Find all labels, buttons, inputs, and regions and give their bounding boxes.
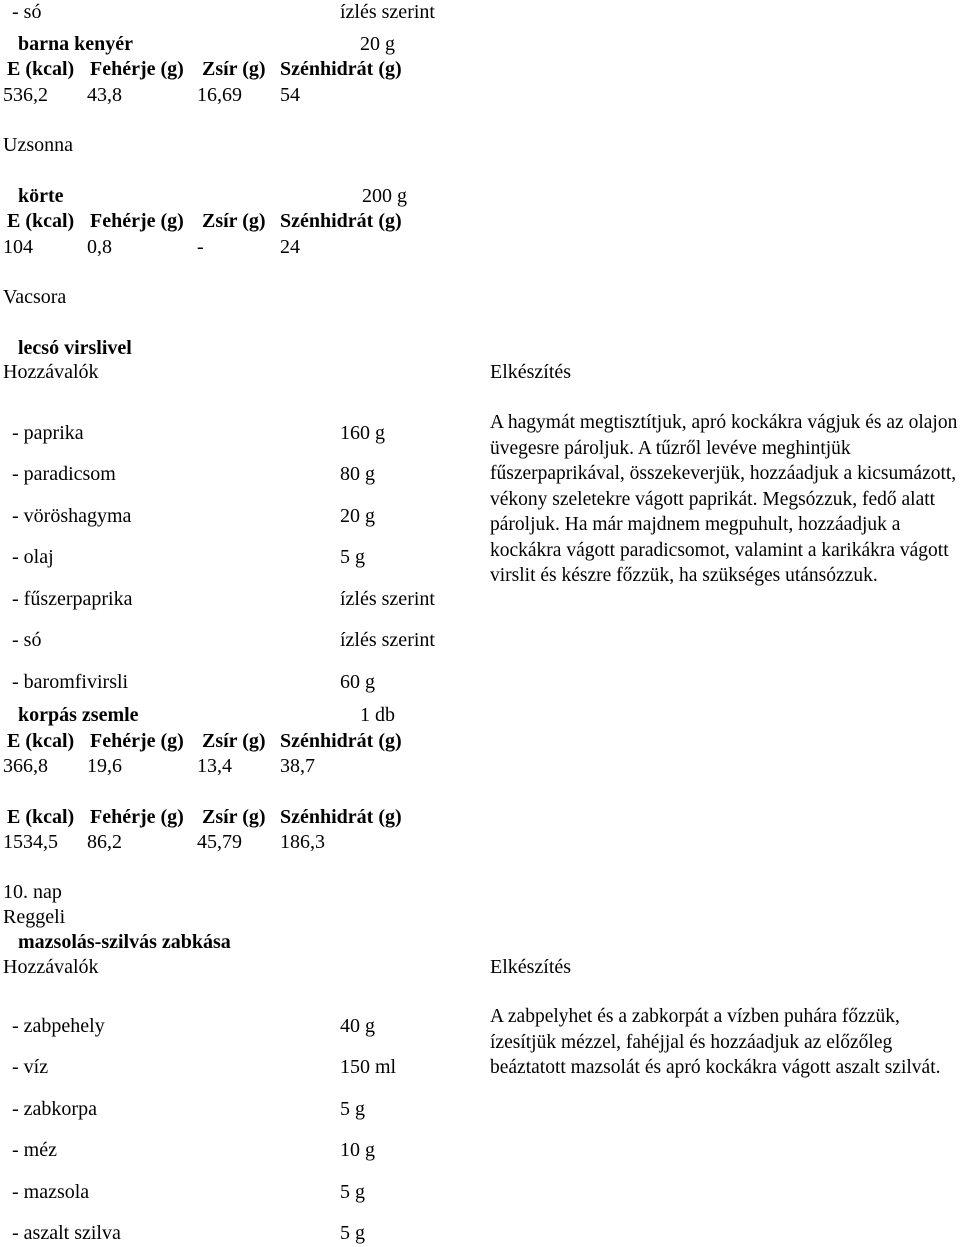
meal-title: Reggeli [3,906,66,928]
value-protein: 43,8 [87,84,122,106]
ingredient-amount: 60 g [340,671,375,693]
ingredient-name: - fűszerpaprika [12,588,133,610]
ingredient-name: - aszalt szilva [12,1222,121,1244]
ingredient-amount: 150 ml [340,1056,397,1078]
ingredient-amount: ízlés szerint [340,629,435,651]
ingredient-amount: ízlés szerint [340,588,435,610]
header-energy: E (kcal) [7,58,75,80]
value-fat: 16,69 [197,84,242,106]
ingredient-name: - zabpehely [12,1015,105,1037]
header-energy: E (kcal) [7,730,75,752]
header-protein: Fehérje (g) [90,210,184,232]
ingredient-amount: 10 g [340,1139,375,1161]
header-fat: Zsír (g) [202,58,266,80]
value-carb: 24 [280,236,300,258]
header-carb: Szénhidrát (g) [280,806,402,828]
header-fat: Zsír (g) [202,806,266,828]
header-protein: Fehérje (g) [90,58,184,80]
meal-title: Vacsora [3,286,67,308]
value-energy: 536,2 [3,84,48,106]
method-text: A hagymát megtisztítjuk, apró kockákra vágjuk és az olajon üvegesre pároljuk. A tűzről levéve meghintjük fűszerpaprikával, összekeverjük, hozzáadjuk a kicsumázott, vékony szeletekre vágott paprikát. Megsózzuk, fedő alatt pároljuk. Ha már majdnem megpuhult, hozzáadjuk a kockákra vágott paradicsomot, valamint a karikákra vágott virslit és készre főzzük, ha szükséges utánsózzuk. [490,412,958,586]
ingredient-name: - só [12,1,42,23]
method-label: Elkészítés [490,956,572,978]
header-fat: Zsír (g) [202,210,266,232]
food-name: korpás zsemle [18,704,139,726]
ingredient-amount: 160 g [340,422,385,444]
method-text: A zabpelyhet és a zabkorpát a vízben puhára főzzük, ízesítjük mézzel, fahéjjal és hozzáadjuk az előzőleg beáztatott mazsolát és apró kockákra vágott aszalt szilvát. [490,1006,941,1078]
header-protein: Fehérje (g) [90,730,184,752]
value-protein: 19,6 [87,755,122,777]
ingredient-amount: ízlés szerint [340,1,435,23]
ingredient-amount: 80 g [340,463,375,485]
header-protein: Fehérje (g) [90,806,184,828]
ingredient-amount: 5 g [340,546,365,568]
dish-title: lecsó virslivel [18,337,132,359]
ingredients-label: Hozzávalók [3,361,99,383]
header-carb: Szénhidrát (g) [280,58,402,80]
value-energy: 366,8 [3,755,48,777]
ingredient-name: - mazsola [12,1181,90,1203]
dish-title: mazsolás-szilvás zabkása [18,931,231,953]
food-name: barna kenyér [18,33,133,55]
ingredient-amount: 40 g [340,1015,375,1037]
total-protein: 86,2 [87,831,122,853]
food-name: körte [18,185,64,207]
value-fat: - [197,236,204,258]
food-amount: 20 g [360,33,395,55]
day-title: 10. nap [3,881,62,903]
ingredient-name: - vöröshagyma [12,505,132,527]
total-energy: 1534,5 [3,831,58,853]
method-label: Elkészítés [490,361,572,383]
meal-title: Uzsonna [3,134,73,156]
header-carb: Szénhidrát (g) [280,730,402,752]
ingredient-amount: 20 g [340,505,375,527]
ingredient-name: - méz [12,1139,57,1161]
header-fat: Zsír (g) [202,730,266,752]
ingredient-name: - zabkorpa [12,1098,97,1120]
ingredient-name: - olaj [12,546,54,568]
ingredient-amount: 5 g [340,1181,365,1203]
value-fat: 13,4 [197,755,232,777]
ingredient-name: - só [12,629,42,651]
ingredient-name: - paradicsom [12,463,116,485]
total-carb: 186,3 [280,831,325,853]
ingredient-name: - baromfivirsli [12,671,129,693]
food-amount: 1 db [360,704,395,726]
value-carb: 54 [280,84,300,106]
ingredient-name: - víz [12,1056,49,1078]
header-energy: E (kcal) [7,210,75,232]
ingredients-label: Hozzávalók [3,956,99,978]
header-energy: E (kcal) [7,806,75,828]
food-amount: 200 g [362,185,407,207]
ingredient-amount: 5 g [340,1098,365,1120]
ingredient-amount: 5 g [340,1222,365,1244]
ingredient-name: - paprika [12,422,84,444]
total-fat: 45,79 [197,831,242,853]
value-protein: 0,8 [87,236,112,258]
value-energy: 104 [3,236,33,258]
header-carb: Szénhidrát (g) [280,210,402,232]
value-carb: 38,7 [280,755,315,777]
